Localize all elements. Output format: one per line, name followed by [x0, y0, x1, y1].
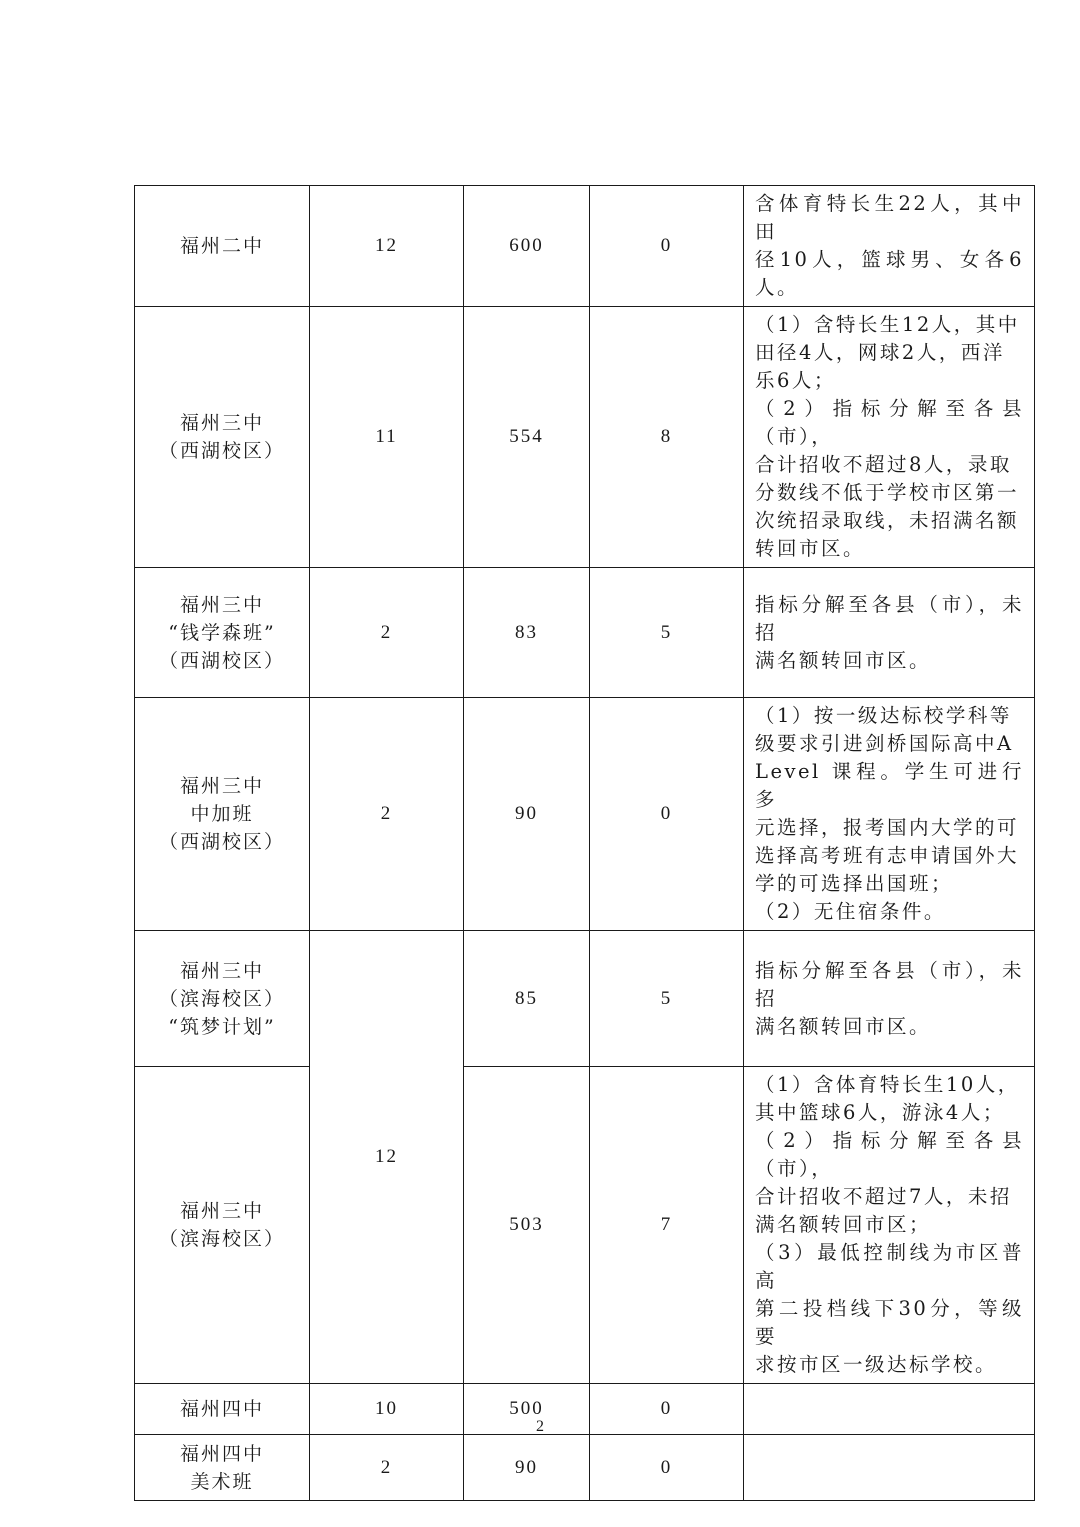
class-name: 美术班 [190, 1470, 254, 1493]
county-quota-cell: 5 [590, 568, 744, 698]
school-name: 福州三中 [179, 412, 264, 434]
note-line: 径10人，篮球男、女各6人。 [755, 248, 1024, 299]
table-row [135, 186, 1035, 307]
table-row [135, 1067, 1035, 1384]
class-count-cell: 2 [310, 1435, 464, 1501]
note-line: 学的可选择出国班； [755, 872, 954, 895]
class-name: “钱学森班” [168, 621, 276, 644]
note-line: 次统招录取线，未招满名额 [755, 509, 1020, 532]
note-line: 合计招收不超过7人，未招 [755, 1185, 1012, 1208]
notes-cell [744, 698, 1035, 931]
note-line: 合计招收不超过8人，录取 [755, 453, 1012, 476]
enroll-count-cell: 90 [464, 698, 590, 931]
note-line: 求按市区一级达标学校。 [755, 1353, 998, 1376]
school-name: 福州三中 [179, 959, 264, 982]
note-line: 转回市区。 [755, 537, 866, 560]
enroll-count-cell: 503 [464, 1067, 590, 1384]
school-name-cell [135, 186, 310, 307]
page-number: 2 [536, 1418, 544, 1435]
note-line: 田径4人，网球2人，西洋 [755, 341, 1005, 364]
note-line: 含体育特长生22人，其中田 [755, 192, 1024, 243]
table-row [135, 1435, 1035, 1501]
school-name: 福州四中 [179, 1398, 264, 1420]
campus-name: （滨海校区） [158, 987, 285, 1010]
school-name-cell [135, 698, 310, 931]
county-quota-cell: 5 [590, 931, 744, 1067]
note-line: 元选择，报考国内大学的可 [755, 816, 1020, 839]
county-quota-cell: 0 [590, 1435, 744, 1501]
enroll-count-cell: 90 [464, 1435, 590, 1501]
county-quota-cell: 0 [590, 1384, 744, 1435]
class-count-cell: 12 [310, 931, 464, 1384]
note-line: 级要求引进剑桥国际高中A [755, 732, 1014, 755]
school-name-cell [135, 307, 310, 568]
campus-name: （西湖校区） [158, 649, 285, 672]
note-line: Level 课程。学生可进行多 [755, 760, 1024, 811]
note-line: 分数线不低于学校市区第一 [755, 481, 1020, 504]
school-name: 福州三中 [179, 775, 264, 797]
note-line: （2）无住宿条件。 [755, 900, 946, 923]
campus-name: （滨海校区） [158, 1228, 285, 1250]
enroll-count-cell: 83 [464, 568, 590, 698]
class-count-cell: 2 [310, 568, 464, 698]
table-row [135, 698, 1035, 931]
note-line: 选择高考班有志申请国外大 [755, 844, 1020, 867]
county-quota-cell: 0 [590, 186, 744, 307]
school-name-cell [135, 1067, 310, 1384]
campus-name: （西湖校区） [158, 831, 285, 853]
enroll-count-cell: 554 [464, 307, 590, 568]
class-count-cell: 12 [310, 186, 464, 307]
note-line: 满名额转回市区； [755, 1213, 932, 1236]
school-name: 福州三中 [179, 1200, 264, 1222]
notes-cell [744, 1435, 1035, 1501]
school-name-cell [135, 568, 310, 698]
enroll-count-cell: 500 [464, 1384, 590, 1435]
note-line: （1）含特长生12人，其中 [755, 313, 1020, 336]
note-line: 其中篮球6人，游泳4人； [755, 1101, 1005, 1124]
notes-cell [744, 186, 1035, 307]
class-count-cell: 11 [310, 307, 464, 568]
notes-cell [744, 931, 1035, 1067]
note-line: 满名额转回市区。 [755, 1014, 932, 1038]
class-count-cell: 2 [310, 698, 464, 931]
class-count-cell: 10 [310, 1384, 464, 1435]
enroll-count-cell: 600 [464, 186, 590, 307]
note-line: （1）按一级达标校学科等 [755, 704, 1012, 727]
notes-cell [744, 1067, 1035, 1384]
note-line: （1）含体育特长生10人， [755, 1073, 1020, 1096]
class-name: “筑梦计划” [168, 1015, 276, 1038]
county-quota-cell: 7 [590, 1067, 744, 1384]
notes-cell [744, 307, 1035, 568]
table-row [135, 307, 1035, 568]
note-line: （2）指标分解至各县（市）， [755, 397, 1024, 448]
note-line: 第二投档线下30分，等级要 [755, 1297, 1024, 1348]
school-name-cell [135, 931, 310, 1067]
county-quota-cell: 8 [590, 307, 744, 568]
school-name: 福州二中 [179, 235, 264, 257]
table-row [135, 931, 1035, 1067]
note-line: 乐6人； [755, 369, 836, 392]
enroll-count-cell: 85 [464, 931, 590, 1067]
note-line: 满名额转回市区。 [755, 648, 932, 672]
county-quota-cell: 0 [590, 698, 744, 931]
enrollment-table [134, 185, 1035, 1501]
note-line: （3）最低控制线为市区普高 [755, 1241, 1024, 1292]
campus-name: （西湖校区） [158, 440, 285, 462]
school-name: 福州四中 [179, 1442, 264, 1465]
class-name: 中加班 [190, 803, 254, 825]
note-line: （2）指标分解至各县（市）， [755, 1129, 1024, 1180]
note-line: 指标分解至各县（市），未招 [755, 958, 1024, 1010]
table-row [135, 568, 1035, 698]
notes-cell [744, 568, 1035, 698]
note-line: 指标分解至各县（市），未招 [755, 592, 1024, 644]
school-name: 福州三中 [179, 593, 264, 616]
school-name-cell [135, 1435, 310, 1501]
